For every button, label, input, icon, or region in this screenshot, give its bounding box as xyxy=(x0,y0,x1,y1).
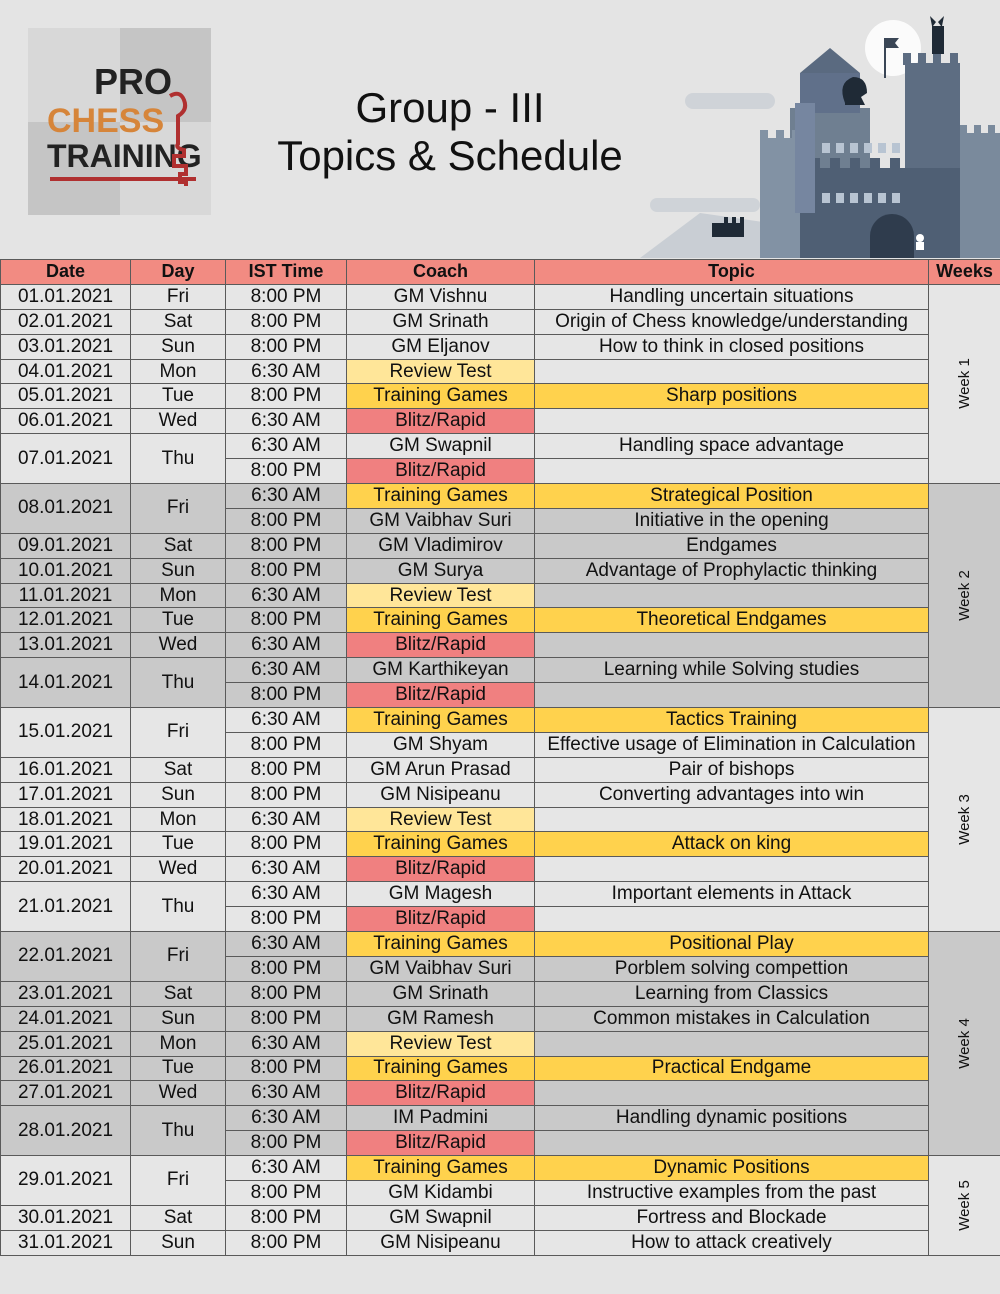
topic-cell: Handling uncertain situations xyxy=(535,284,929,309)
table-row xyxy=(1,1156,1000,1181)
date-cell: 28.01.2021 xyxy=(1,1106,131,1156)
date-cell: 17.01.2021 xyxy=(1,782,131,807)
date-cell: 13.01.2021 xyxy=(1,633,131,658)
table-row xyxy=(1,757,1000,782)
coach-cell: Training Games xyxy=(347,384,535,409)
week-cell xyxy=(929,708,1000,932)
time-cell: 8:00 PM xyxy=(226,757,347,782)
topic-cell: Instructive examples from the past xyxy=(535,1180,929,1205)
title-line2: Topics & Schedule xyxy=(277,132,623,179)
topic-cell: Origin of Chess knowledge/understanding xyxy=(535,309,929,334)
day-cell: Tue xyxy=(131,1056,226,1081)
topic-cell xyxy=(535,1031,929,1056)
date-cell: 16.01.2021 xyxy=(1,757,131,782)
coach-cell: GM Ramesh xyxy=(347,1006,535,1031)
date-cell: 19.01.2021 xyxy=(1,832,131,857)
topic-cell: Common mistakes in Calculation xyxy=(535,1006,929,1031)
coach-cell: Training Games xyxy=(347,708,535,733)
week-label: Week 4 xyxy=(956,1018,973,1069)
day-cell: Thu xyxy=(131,1106,226,1156)
day-cell: Fri xyxy=(131,484,226,534)
time-cell: 8:00 PM xyxy=(226,956,347,981)
topic-cell: How to attack creatively xyxy=(535,1230,929,1255)
week-label: Week 2 xyxy=(956,570,973,621)
coach-cell: Review Test xyxy=(347,359,535,384)
table-row xyxy=(1,807,1000,832)
coach-cell: GM Kidambi xyxy=(347,1180,535,1205)
topic-cell xyxy=(535,857,929,882)
day-cell: Fri xyxy=(131,284,226,309)
time-cell: 6:30 AM xyxy=(226,583,347,608)
coach-cell: Review Test xyxy=(347,807,535,832)
coach-cell: Training Games xyxy=(347,608,535,633)
coach-cell: Training Games xyxy=(347,1056,535,1081)
day-cell: Sun xyxy=(131,1230,226,1255)
week-cell xyxy=(929,284,1000,483)
time-cell: 8:00 PM xyxy=(226,284,347,309)
topic-cell xyxy=(535,1081,929,1106)
day-cell: Thu xyxy=(131,882,226,932)
day-cell: Mon xyxy=(131,807,226,832)
day-cell: Sat xyxy=(131,533,226,558)
logo-line3: TRAINING xyxy=(47,138,202,174)
topic-cell: Tactics Training xyxy=(535,708,929,733)
time-cell: 8:00 PM xyxy=(226,508,347,533)
coach-cell: Blitz/Rapid xyxy=(347,1081,535,1106)
time-cell: 8:00 PM xyxy=(226,981,347,1006)
topic-cell: Handling space advantage xyxy=(535,434,929,459)
date-cell: 24.01.2021 xyxy=(1,1006,131,1031)
coach-cell: GM Magesh xyxy=(347,882,535,907)
day-cell: Fri xyxy=(131,1156,226,1206)
header-time: IST Time xyxy=(226,260,347,285)
topic-cell xyxy=(535,1131,929,1156)
time-cell: 6:30 AM xyxy=(226,434,347,459)
coach-cell: Blitz/Rapid xyxy=(347,683,535,708)
topic-cell xyxy=(535,409,929,434)
topic-cell: Pair of bishops xyxy=(535,757,929,782)
date-cell: 31.01.2021 xyxy=(1,1230,131,1255)
table-header-row xyxy=(1,260,1000,285)
table-row xyxy=(1,1056,1000,1081)
time-cell: 6:30 AM xyxy=(226,708,347,733)
date-cell: 30.01.2021 xyxy=(1,1205,131,1230)
time-cell: 8:00 PM xyxy=(226,309,347,334)
day-cell: Tue xyxy=(131,832,226,857)
castle-illustration-icon xyxy=(640,8,1000,258)
time-cell: 8:00 PM xyxy=(226,459,347,484)
date-cell: 12.01.2021 xyxy=(1,608,131,633)
topic-cell: Fortress and Blockade xyxy=(535,1205,929,1230)
date-cell: 04.01.2021 xyxy=(1,359,131,384)
day-cell: Wed xyxy=(131,409,226,434)
date-cell: 05.01.2021 xyxy=(1,384,131,409)
table-row xyxy=(1,583,1000,608)
table-row xyxy=(1,1230,1000,1255)
table-row xyxy=(1,658,1000,683)
date-cell: 18.01.2021 xyxy=(1,807,131,832)
date-cell: 07.01.2021 xyxy=(1,434,131,484)
date-cell: 06.01.2021 xyxy=(1,409,131,434)
coach-cell: GM Srinath xyxy=(347,309,535,334)
day-cell: Sat xyxy=(131,981,226,1006)
time-cell: 8:00 PM xyxy=(226,558,347,583)
table-row xyxy=(1,708,1000,733)
topic-cell: Initiative in the opening xyxy=(535,508,929,533)
time-cell: 8:00 PM xyxy=(226,732,347,757)
date-cell: 09.01.2021 xyxy=(1,533,131,558)
logo-line1: PRO xyxy=(94,61,173,102)
day-cell: Sun xyxy=(131,558,226,583)
coach-cell: Blitz/Rapid xyxy=(347,907,535,932)
day-cell: Sun xyxy=(131,1006,226,1031)
table-row xyxy=(1,1205,1000,1230)
topic-cell: Strategical Position xyxy=(535,484,929,509)
coach-cell: GM Surya xyxy=(347,558,535,583)
coach-cell: GM Nisipeanu xyxy=(347,1230,535,1255)
time-cell: 6:30 AM xyxy=(226,484,347,509)
time-cell: 8:00 PM xyxy=(226,683,347,708)
title-line1: Group - III xyxy=(355,84,545,131)
schedule-body xyxy=(1,284,1000,1255)
day-cell: Sun xyxy=(131,782,226,807)
time-cell: 6:30 AM xyxy=(226,932,347,957)
table-row xyxy=(1,832,1000,857)
date-cell: 11.01.2021 xyxy=(1,583,131,608)
table-row xyxy=(1,1031,1000,1056)
table-row xyxy=(1,309,1000,334)
coach-cell: GM Vladimirov xyxy=(347,533,535,558)
table-row xyxy=(1,1006,1000,1031)
header-topic: Topic xyxy=(535,260,929,285)
time-cell: 6:30 AM xyxy=(226,1081,347,1106)
topic-cell: Practical Endgame xyxy=(535,1056,929,1081)
day-cell: Mon xyxy=(131,1031,226,1056)
date-cell: 27.01.2021 xyxy=(1,1081,131,1106)
coach-cell: GM Eljanov xyxy=(347,334,535,359)
topic-cell: Important elements in Attack xyxy=(535,882,929,907)
week-label: Week 3 xyxy=(956,794,973,845)
day-cell: Wed xyxy=(131,633,226,658)
time-cell: 8:00 PM xyxy=(226,1205,347,1230)
time-cell: 6:30 AM xyxy=(226,1106,347,1131)
chess-logo-graphic xyxy=(28,28,211,215)
date-cell: 01.01.2021 xyxy=(1,284,131,309)
table-row xyxy=(1,633,1000,658)
table-row xyxy=(1,533,1000,558)
coach-cell: GM Karthikeyan xyxy=(347,658,535,683)
topic-cell: Theoretical Endgames xyxy=(535,608,929,633)
date-cell: 23.01.2021 xyxy=(1,981,131,1006)
time-cell: 8:00 PM xyxy=(226,608,347,633)
date-cell: 14.01.2021 xyxy=(1,658,131,708)
coach-cell: GM Srinath xyxy=(347,981,535,1006)
time-cell: 8:00 PM xyxy=(226,1230,347,1255)
date-cell: 22.01.2021 xyxy=(1,932,131,982)
coach-cell: Training Games xyxy=(347,484,535,509)
time-cell: 6:30 AM xyxy=(226,882,347,907)
day-cell: Thu xyxy=(131,658,226,708)
date-cell: 25.01.2021 xyxy=(1,1031,131,1056)
table-row xyxy=(1,981,1000,1006)
coach-cell: Training Games xyxy=(347,932,535,957)
time-cell: 8:00 PM xyxy=(226,533,347,558)
logo-line2: CHESS xyxy=(47,102,165,140)
day-cell: Sat xyxy=(131,757,226,782)
day-cell: Tue xyxy=(131,608,226,633)
day-cell: Wed xyxy=(131,1081,226,1106)
time-cell: 8:00 PM xyxy=(226,907,347,932)
coach-cell: GM Vaibhav Suri xyxy=(347,508,535,533)
topic-cell xyxy=(535,359,929,384)
time-cell: 8:00 PM xyxy=(226,1006,347,1031)
week-label: Week 5 xyxy=(956,1180,973,1231)
coach-cell: GM Swapnil xyxy=(347,1205,535,1230)
coach-cell: GM Nisipeanu xyxy=(347,782,535,807)
coach-cell: Training Games xyxy=(347,1156,535,1181)
day-cell: Mon xyxy=(131,359,226,384)
time-cell: 6:30 AM xyxy=(226,409,347,434)
table-row xyxy=(1,284,1000,309)
day-cell: Sat xyxy=(131,309,226,334)
date-cell: 03.01.2021 xyxy=(1,334,131,359)
table-row xyxy=(1,782,1000,807)
topic-cell xyxy=(535,807,929,832)
table-row xyxy=(1,334,1000,359)
coach-cell: GM Swapnil xyxy=(347,434,535,459)
time-cell: 8:00 PM xyxy=(226,1056,347,1081)
date-cell: 29.01.2021 xyxy=(1,1156,131,1206)
day-cell: Wed xyxy=(131,857,226,882)
header-day: Day xyxy=(131,260,226,285)
coach-cell: Blitz/Rapid xyxy=(347,633,535,658)
topic-cell xyxy=(535,633,929,658)
time-cell: 6:30 AM xyxy=(226,633,347,658)
topic-cell: Effective usage of Elimination in Calculation xyxy=(535,732,929,757)
table-row xyxy=(1,558,1000,583)
time-cell: 6:30 AM xyxy=(226,1156,347,1181)
time-cell: 6:30 AM xyxy=(226,658,347,683)
time-cell: 8:00 PM xyxy=(226,1180,347,1205)
logo xyxy=(28,28,211,215)
day-cell: Sat xyxy=(131,1205,226,1230)
topic-cell: Endgames xyxy=(535,533,929,558)
date-cell: 10.01.2021 xyxy=(1,558,131,583)
table-row xyxy=(1,484,1000,509)
topic-cell: Positional Play xyxy=(535,932,929,957)
table-row xyxy=(1,932,1000,957)
time-cell: 6:30 AM xyxy=(226,1031,347,1056)
date-cell: 26.01.2021 xyxy=(1,1056,131,1081)
table-row xyxy=(1,608,1000,633)
topic-cell xyxy=(535,459,929,484)
coach-cell: Blitz/Rapid xyxy=(347,857,535,882)
header-coach: Coach xyxy=(347,260,535,285)
topic-cell xyxy=(535,583,929,608)
table-row xyxy=(1,1081,1000,1106)
coach-cell: GM Vaibhav Suri xyxy=(347,956,535,981)
topic-cell: Converting advantages into win xyxy=(535,782,929,807)
day-cell: Mon xyxy=(131,583,226,608)
date-cell: 20.01.2021 xyxy=(1,857,131,882)
coach-cell: Blitz/Rapid xyxy=(347,1131,535,1156)
table-row xyxy=(1,882,1000,907)
coach-cell: Review Test xyxy=(347,583,535,608)
week-cell xyxy=(929,1156,1000,1256)
table-row xyxy=(1,434,1000,459)
topic-cell: Dynamic Positions xyxy=(535,1156,929,1181)
coach-cell: Blitz/Rapid xyxy=(347,409,535,434)
topic-cell xyxy=(535,907,929,932)
topic-cell: Porblem solving compettion xyxy=(535,956,929,981)
day-cell: Sun xyxy=(131,334,226,359)
week-cell xyxy=(929,932,1000,1156)
coach-cell: Blitz/Rapid xyxy=(347,459,535,484)
table-row xyxy=(1,384,1000,409)
table-row xyxy=(1,409,1000,434)
coach-cell: Training Games xyxy=(347,832,535,857)
coach-cell: Review Test xyxy=(347,1031,535,1056)
coach-cell: IM Padmini xyxy=(347,1106,535,1131)
page-title xyxy=(240,84,660,180)
table-row xyxy=(1,1106,1000,1131)
header-weeks: Weeks xyxy=(929,260,1000,285)
time-cell: 6:30 AM xyxy=(226,359,347,384)
date-cell: 02.01.2021 xyxy=(1,309,131,334)
topic-cell: Handling dynamic positions xyxy=(535,1106,929,1131)
date-cell: 08.01.2021 xyxy=(1,484,131,534)
time-cell: 8:00 PM xyxy=(226,1131,347,1156)
coach-cell: GM Vishnu xyxy=(347,284,535,309)
table-row xyxy=(1,857,1000,882)
week-cell xyxy=(929,484,1000,708)
table-row xyxy=(1,359,1000,384)
topic-cell: Learning while Solving studies xyxy=(535,658,929,683)
time-cell: 8:00 PM xyxy=(226,782,347,807)
header-date: Date xyxy=(1,260,131,285)
coach-cell: GM Arun Prasad xyxy=(347,757,535,782)
date-cell: 15.01.2021 xyxy=(1,708,131,758)
topic-cell xyxy=(535,683,929,708)
time-cell: 8:00 PM xyxy=(226,384,347,409)
topic-cell: How to think in closed positions xyxy=(535,334,929,359)
topic-cell: Sharp positions xyxy=(535,384,929,409)
day-cell: Tue xyxy=(131,384,226,409)
time-cell: 8:00 PM xyxy=(226,334,347,359)
topic-cell: Learning from Classics xyxy=(535,981,929,1006)
topic-cell: Attack on king xyxy=(535,832,929,857)
date-cell: 21.01.2021 xyxy=(1,882,131,932)
topic-cell: Advantage of Prophylactic thinking xyxy=(535,558,929,583)
schedule-table xyxy=(0,259,1000,1256)
day-cell: Fri xyxy=(131,932,226,982)
coach-cell: GM Shyam xyxy=(347,732,535,757)
day-cell: Thu xyxy=(131,434,226,484)
time-cell: 6:30 AM xyxy=(226,807,347,832)
time-cell: 6:30 AM xyxy=(226,857,347,882)
day-cell: Fri xyxy=(131,708,226,758)
time-cell: 8:00 PM xyxy=(226,832,347,857)
week-label: Week 1 xyxy=(956,358,973,410)
